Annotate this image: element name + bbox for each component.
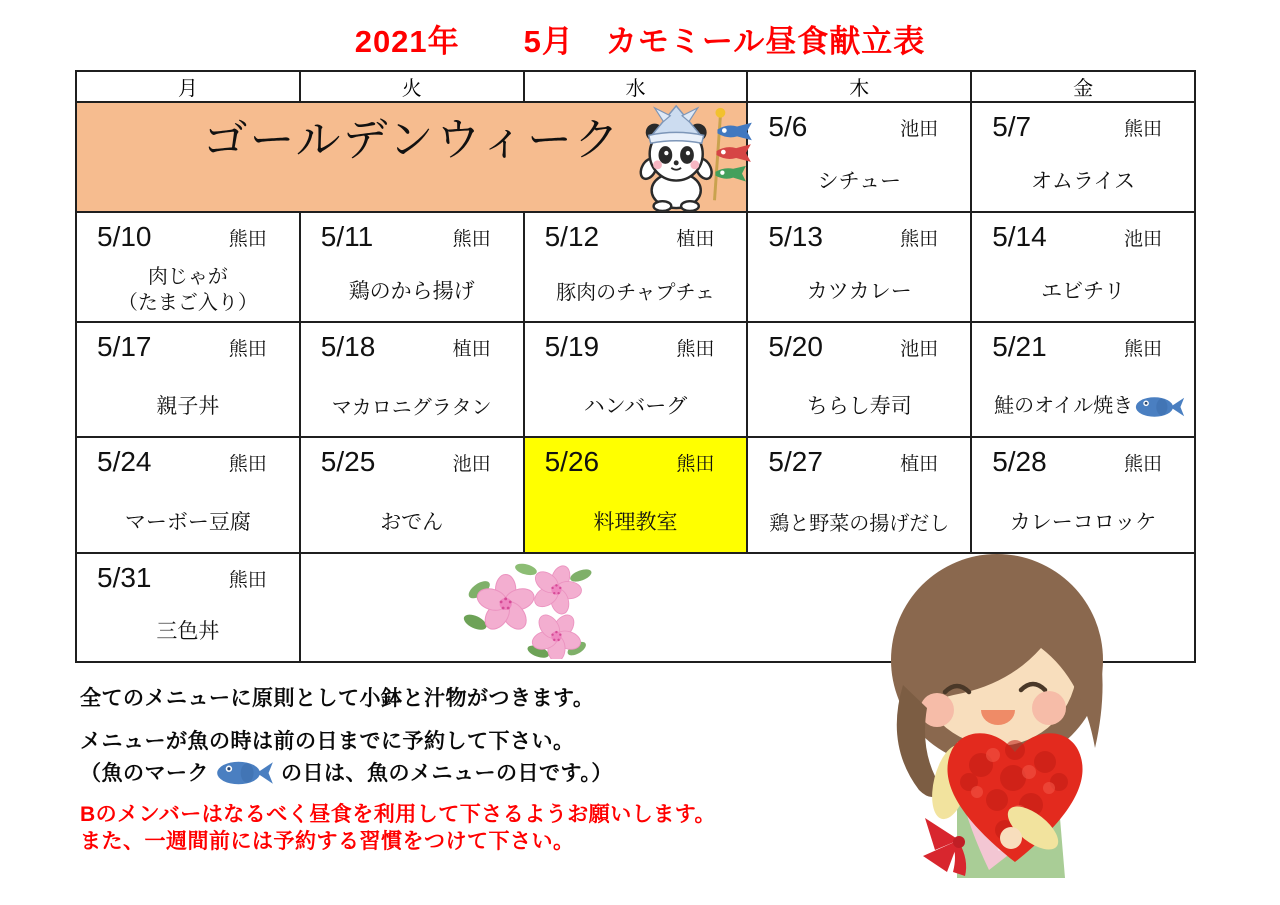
cell-date: 5/12 xyxy=(544,221,600,252)
cell-staff: 熊田 xyxy=(228,453,267,475)
cell-menu: 鶏と野菜の揚げだし xyxy=(769,513,950,535)
cell-5-6 xyxy=(747,102,971,212)
cell-menu: 肉じゃが （たまご入り） xyxy=(117,266,258,314)
cell-menu: 三色丼 xyxy=(156,620,220,643)
cell-menu: 鶏のから揚げ xyxy=(348,280,475,303)
cell-date: 5/24 xyxy=(97,446,152,477)
cell-5-11 xyxy=(300,212,524,322)
golden-week-cell xyxy=(76,102,747,212)
cell-5-18 xyxy=(300,322,524,437)
cell-5-28 xyxy=(971,437,1195,553)
cell-5-13 xyxy=(747,212,971,322)
cell-staff: 熊田 xyxy=(228,338,267,360)
cell-date: 5/26 xyxy=(544,446,600,477)
cell-staff: 池田 xyxy=(900,118,939,140)
cell-staff: 植田 xyxy=(452,338,491,360)
cell-staff: 池田 xyxy=(452,453,491,475)
cell-date: 5/28 xyxy=(992,446,1047,477)
note-side-dishes: 全てのメニューに原則として小鉢と汁物がつきます。 xyxy=(80,687,595,710)
cell-date: 5/10 xyxy=(97,221,152,252)
cell-menu: オムライス xyxy=(1031,170,1136,193)
weekday-header-row xyxy=(76,71,1195,102)
cell-5-20 xyxy=(747,322,971,437)
cell-staff: 熊田 xyxy=(228,228,267,250)
cell-date: 5/31 xyxy=(97,562,152,593)
cell-date: 5/21 xyxy=(992,331,1047,362)
cell-5-10 xyxy=(76,212,300,322)
cell-date: 5/14 xyxy=(992,221,1047,252)
note-fish-reservation xyxy=(80,727,613,788)
cell-menu: おでん xyxy=(380,511,444,534)
note-red-request xyxy=(80,801,716,855)
cell-date: 5/7 xyxy=(992,111,1032,142)
week-row-3 xyxy=(76,322,1195,437)
note-red-line2: また、一週間前には予約する習慣をつけて下さい。 xyxy=(80,830,575,853)
panda-kabuto-koinobori-icon xyxy=(618,100,756,212)
cell-date: 5/11 xyxy=(320,221,374,252)
pink-flowers-icon xyxy=(463,559,593,659)
cell-date: 5/18 xyxy=(320,331,376,362)
cell-menu: シチュー xyxy=(817,170,901,193)
cell-date: 5/17 xyxy=(97,331,152,362)
cell-5-19 xyxy=(524,322,748,437)
cell-5-27 xyxy=(747,437,971,553)
cell-menu: カレーコロッケ xyxy=(1009,511,1157,534)
cell-date: 5/25 xyxy=(320,446,376,477)
cell-menu: マーボー豆腐 xyxy=(124,511,251,534)
note-fish-line: メニューが魚の時は前の日までに予約して下さい。 xyxy=(80,730,575,753)
cell-menu: 料理教室 xyxy=(593,511,678,534)
cell-menu: 豚肉のチャプチェ xyxy=(556,282,715,304)
cell-5-7 xyxy=(971,102,1195,212)
week-row-2 xyxy=(76,212,1195,322)
page-title: 2021年 5月 カモミール昼食献立表 xyxy=(354,24,926,59)
cell-staff: 植田 xyxy=(676,228,715,250)
cell-staff: 熊田 xyxy=(676,338,715,360)
cell-menu: マカロニグラタン xyxy=(331,397,492,419)
cell-staff: 熊田 xyxy=(452,228,491,250)
week-row-4 xyxy=(76,437,1195,553)
golden-week-label: ゴールデンウィーク xyxy=(202,114,621,165)
weekday-header-wed: 水 xyxy=(524,71,748,102)
cell-date: 5/6 xyxy=(768,111,808,142)
cell-5-26-highlighted xyxy=(524,437,748,553)
cell-staff: 熊田 xyxy=(1123,453,1162,475)
blue-fish-icon xyxy=(1134,394,1186,420)
weekday-header-thu: 木 xyxy=(747,71,971,102)
note-fish-mark-line: （魚のマーク の日は、魚のメニューの日です。） xyxy=(80,758,613,788)
cell-5-24 xyxy=(76,437,300,553)
cell-5-21 xyxy=(971,322,1195,437)
weekday-header-fri: 金 xyxy=(971,71,1195,102)
cell-menu: エビチリ xyxy=(1041,280,1126,303)
cell-staff: 熊田 xyxy=(228,569,267,591)
cell-menu: 親子丼 xyxy=(156,395,220,418)
cell-staff: 熊田 xyxy=(676,453,715,475)
cell-date: 5/19 xyxy=(544,331,600,362)
cell-menu: 鮭のオイル焼き xyxy=(974,389,1192,420)
cell-staff: 植田 xyxy=(900,453,939,475)
cell-staff: 熊田 xyxy=(900,228,939,250)
weekday-header-mon: 月 xyxy=(76,71,300,102)
cell-5-25 xyxy=(300,437,524,553)
cell-date: 5/13 xyxy=(768,221,823,252)
cell-date: 5/20 xyxy=(768,331,823,362)
cell-menu: ちらし寿司 xyxy=(806,395,912,418)
cell-staff: 熊田 xyxy=(1123,118,1162,140)
weekday-header-tue: 火 xyxy=(300,71,524,102)
cell-5-17 xyxy=(76,322,300,437)
cell-5-14 xyxy=(971,212,1195,322)
week-row-1 xyxy=(76,102,1195,212)
cell-staff: 池田 xyxy=(900,338,939,360)
cell-menu: カツカレー xyxy=(806,280,912,303)
blue-fish-icon xyxy=(214,758,276,788)
cell-date: 5/27 xyxy=(768,446,823,477)
cell-5-12 xyxy=(524,212,748,322)
cell-5-31 xyxy=(76,553,300,662)
girl-with-carnation-bouquet xyxy=(873,550,1135,878)
cell-staff: 熊田 xyxy=(1123,338,1162,360)
cell-menu: ハンバーグ xyxy=(583,395,688,418)
cell-staff: 池田 xyxy=(1123,228,1162,250)
note-red-line1: Bのメンバーはなるべく昼食を利用して下さるようお願いします。 xyxy=(80,803,717,826)
